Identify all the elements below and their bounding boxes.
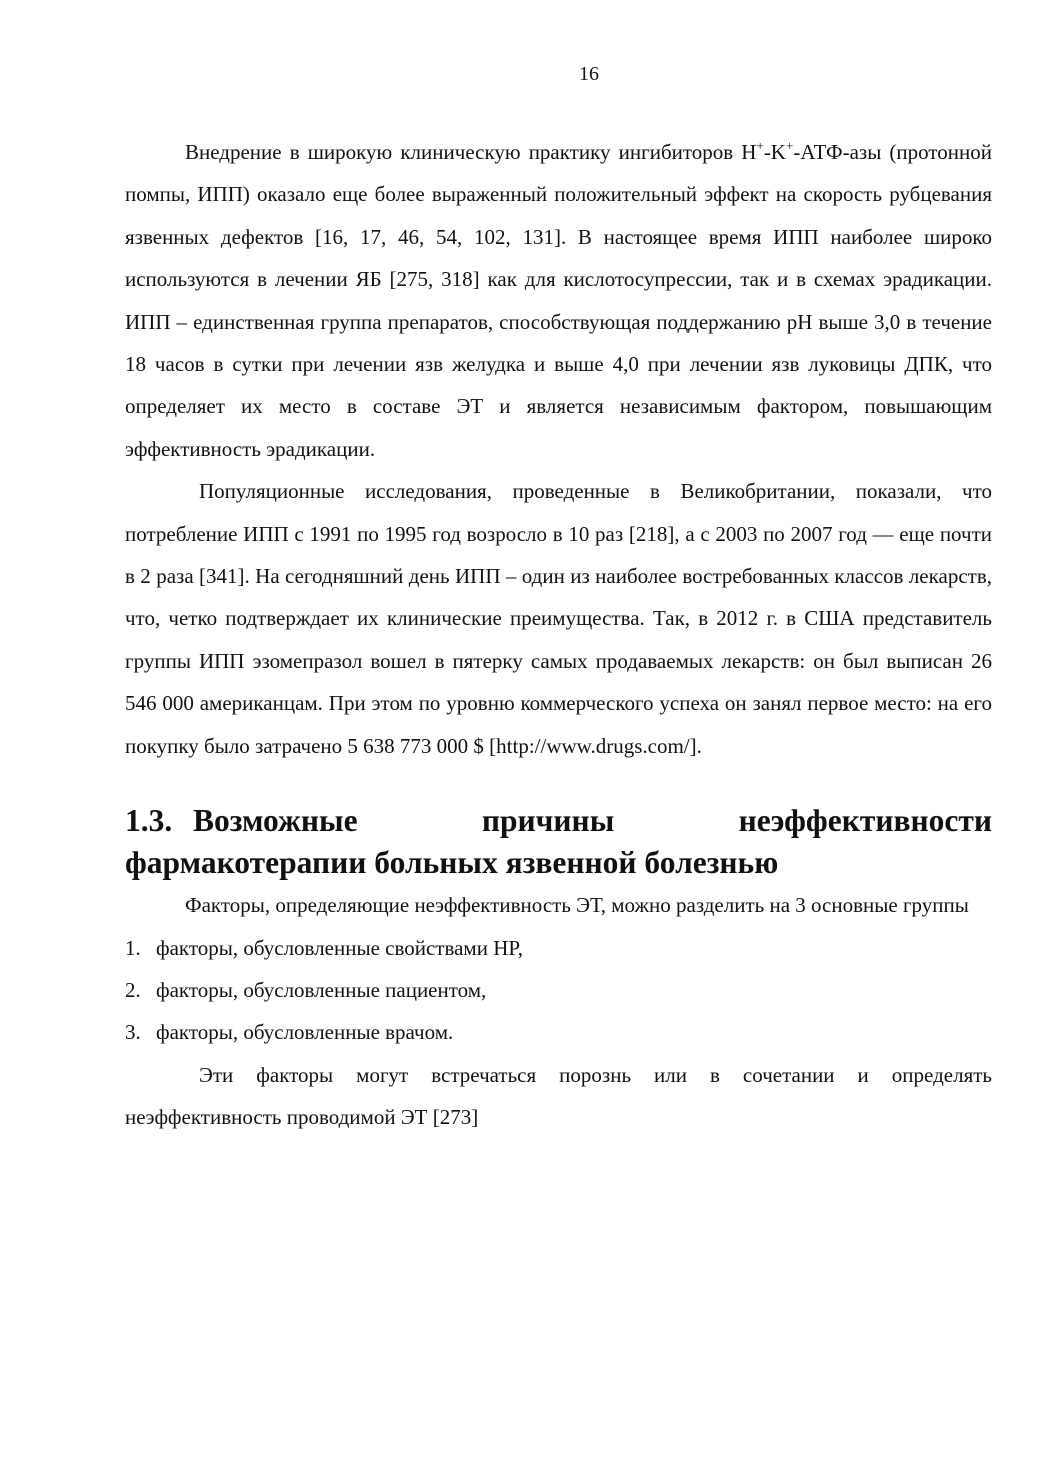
paragraph-closing: Эти факторы могут встречаться порознь или в сочетании и определять неэффективность проводимой ЭТ [273] [125,1062,992,1130]
list-item-text: факторы, обусловленные пациентом, [156,977,487,1002]
list-item [125,1011,992,1053]
section-number: 1.3. [125,803,173,839]
superscript-plus: + [756,138,764,153]
factors-list [125,927,992,1054]
section-heading [125,800,992,884]
list-item [125,927,992,969]
list-item-text: факторы, обусловленные свойствами HP, [156,935,523,960]
list-item-text: факторы, обусловленные врачом. [156,1020,454,1045]
paragraph-text: -АТФ-азы (протонной помпы, ИПП) оказало еще более выраженный положительный эффект на скорость рубцевания язвенных дефектов [16, 17, 46, 54, 102, 131]. В настоящее время ИПП наиболее широко используются в лечении ЯБ [275, 318] как для кислотосупрессии, так и в схемах эрадикации. ИПП – единственная группа препаратов, способствующая поддержанию pH выше 3,0 в течение 18 часов в сутки при лечении язв желудка и выше 4,0 при лечении язв луковицы ДПК, что определяет их место в составе ЭТ и является независимым фактором, повышающим эффективность эрадикации. [125,140,993,461]
list-item-number: 1. [125,935,141,960]
list-item-number: 3. [125,1020,141,1045]
document-body [125,131,992,1139]
page-number: 16 [579,63,599,85]
paragraph-ppi-introduction [125,131,992,470]
paragraph-population-studies: Популяционные исследования, проведенные в Великобритании, показали, что потребление ИПП с 1991 по 1995 год возросло в 10 раз [218], а с 2003 по 2007 год — еще почти в 2 раза [341]. На сегодняшний день ИПП – один из наиболее востребованных классов лекарств, что, четко подтверждает их клинические преимущества. Так, в 2012 г. в США представитель группы ИПП эзомепразол вошел в пятерку самых продаваемых лекарств: он был выписан 26 546 000 американцам. При этом по уровню коммерческого успеха он занял первое место: на его покупку было затрачено 5 638 773 000 $ [http://www.drugs.com/]. [125,479,992,758]
list-item [125,969,992,1011]
paragraph-factors-intro: Факторы, определяющие неэффективность ЭТ, можно разделить на 3 основные группы [185,893,969,918]
list-item-number: 2. [125,977,141,1002]
paragraph-text: -K [763,140,786,164]
paragraph-text: Внедрение в широкую клиническую практику ингибиторов H [185,140,757,164]
superscript-plus: + [785,138,794,153]
section-title: Возможные причины неэффективности фармакотерапии больных язвенной болезнью [125,803,992,881]
